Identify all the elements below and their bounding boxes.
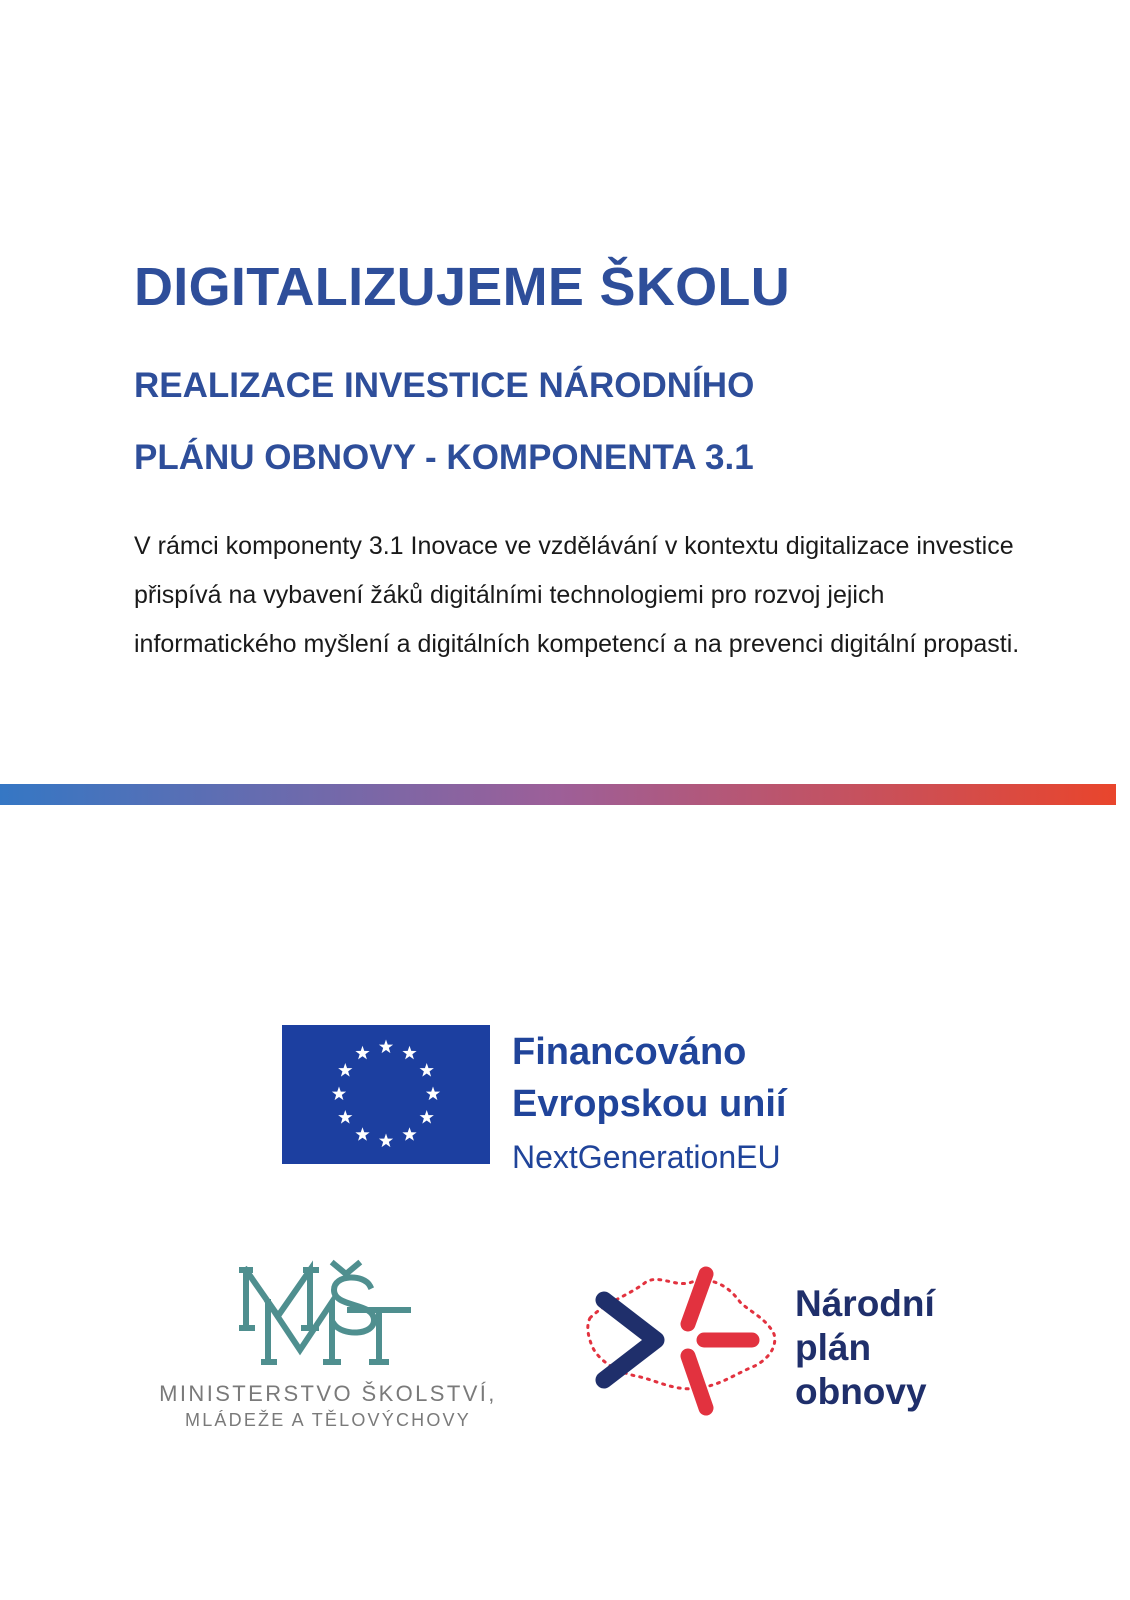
document-subtitle-line2: PLÁNU OBNOVY - KOMPONENTA 3.1 — [134, 438, 754, 477]
msmt-monogram-logo — [238, 1258, 418, 1368]
gradient-divider — [0, 784, 1116, 805]
npo-line2: plán — [795, 1327, 872, 1368]
npo-line1: Národní — [795, 1283, 935, 1324]
msmt-line2: MLÁDEŽE A TĚLOVÝCHOVY — [185, 1410, 471, 1430]
npo-chevron-map-icon — [580, 1262, 780, 1420]
eu-funding-line3: NextGenerationEU — [512, 1139, 781, 1175]
document-title: DIGITALIZUJEME ŠKOLU — [134, 257, 791, 317]
npo-line3: obnovy — [795, 1371, 927, 1412]
eu-funding-line2: Evropskou unií — [512, 1083, 787, 1125]
msmt-line1: MINISTERSTVO ŠKOLSTVÍ, — [159, 1381, 497, 1406]
body-paragraph: V rámci komponenty 3.1 Inovace ve vzdělávání v kontextu digitalizace investice přispívá na vybavení žáků digitálními technologiemi pro rozvoj jejich informatického myšlení a digitálních kompetencí a na prevenci digitální propasti. — [134, 532, 1020, 658]
document-subtitle-line1: REALIZACE INVESTICE NÁRODNÍHO — [134, 366, 755, 405]
msmt-ministry-name — [148, 1380, 508, 1432]
npo-label — [795, 1282, 935, 1414]
eu-flag-icon — [282, 1025, 490, 1164]
eu-funding-line1: Financováno — [512, 1031, 747, 1073]
eu-funding-label — [512, 1026, 786, 1182]
